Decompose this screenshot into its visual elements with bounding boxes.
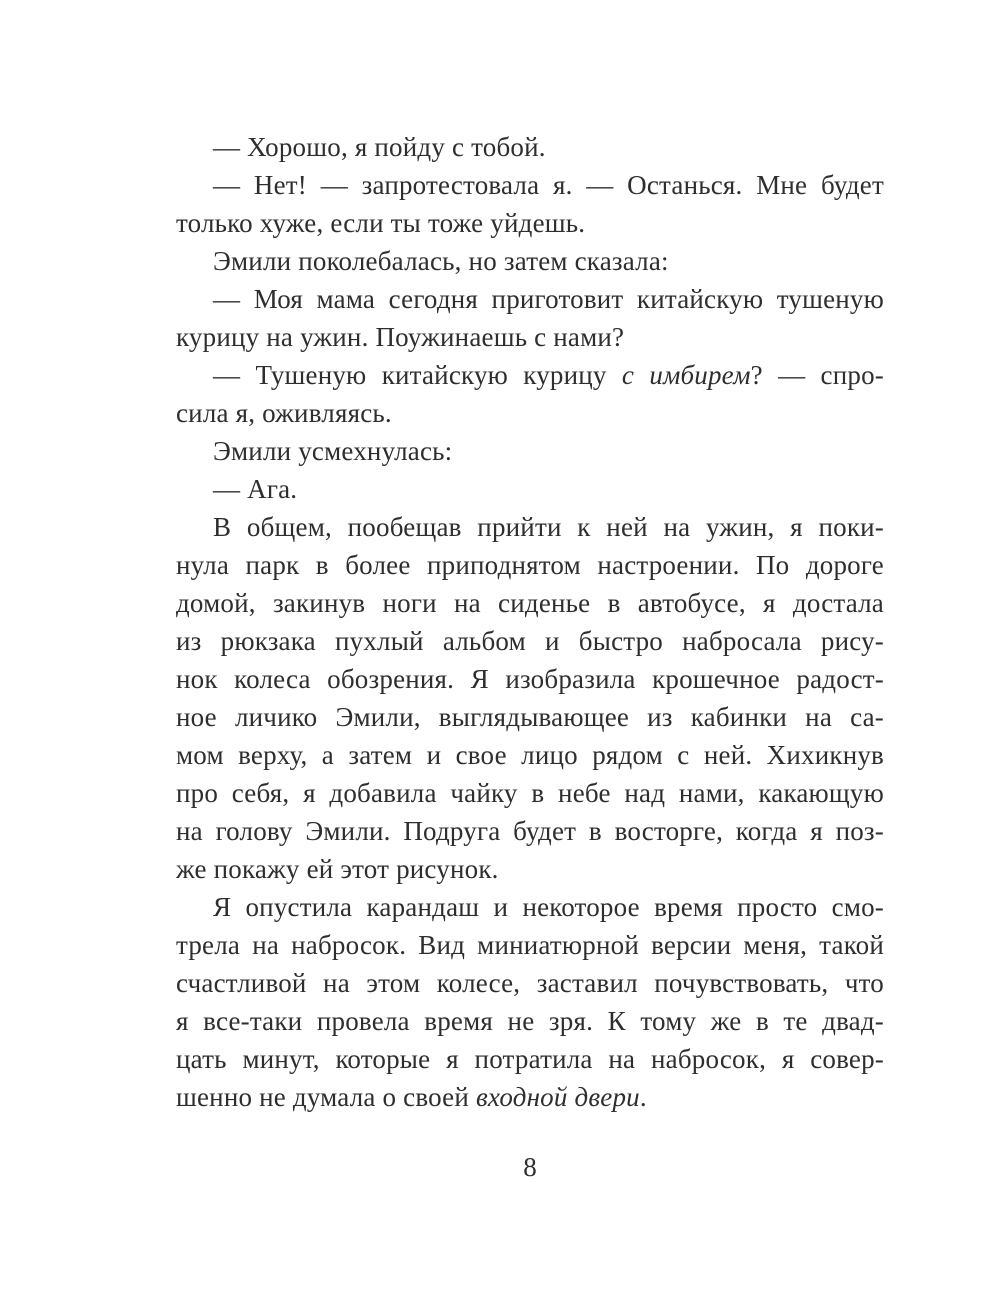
text-segment: — Хорошо, я пойду с тобой. bbox=[213, 132, 546, 162]
text-segment: про себя, я добавила чайку в небе над нами, какающую bbox=[176, 778, 884, 808]
text-line bbox=[176, 432, 884, 470]
text-segment: — Тушеную китайскую курицу bbox=[213, 360, 622, 390]
text-segment: шенно не думала о своей bbox=[176, 1082, 476, 1112]
page-number: 8 bbox=[523, 1152, 537, 1182]
text-line bbox=[176, 698, 884, 736]
text-segment: нок колеса обозрения. Я изобразила крошечное радост- bbox=[176, 664, 884, 694]
text-segment: домой, закинув ноги на сиденье в автобусе, я достала bbox=[176, 588, 884, 618]
text-line bbox=[176, 622, 884, 660]
text-line bbox=[176, 1002, 884, 1040]
text-line bbox=[176, 850, 884, 888]
text-line bbox=[176, 812, 884, 850]
text-segment: — Моя мама сегодня приготовит китайскую тушеную bbox=[213, 284, 884, 314]
text-segment: Я опустила карандаш и некоторое время просто смо- bbox=[213, 892, 884, 922]
text-segment: нула парк в более приподнятом настроении. По дороге bbox=[176, 550, 884, 580]
text-segment: только хуже, если ты тоже уйдешь. bbox=[176, 208, 586, 238]
text-line bbox=[176, 1040, 884, 1078]
text-segment-italic: входной двери bbox=[475, 1082, 640, 1112]
text-line bbox=[176, 888, 884, 926]
text-line bbox=[176, 242, 884, 280]
text-segment: на голову Эмили. Подруга будет в восторге, когда я поз- bbox=[176, 816, 884, 846]
text-line bbox=[176, 584, 884, 622]
text-segment: — Нет! — запротестовала я. — Останься. Мне будет bbox=[213, 170, 884, 200]
text-line bbox=[176, 736, 884, 774]
text-segment: Эмили усмехнулась: bbox=[213, 436, 453, 466]
text-segment: . bbox=[639, 1082, 647, 1112]
text-segment: — Ага. bbox=[213, 474, 298, 504]
text-segment: мом верху, а затем и свое лицо рядом с ней. Хихикнув bbox=[176, 740, 884, 770]
text-line bbox=[176, 204, 884, 242]
text-segment-italic: с имбирем bbox=[621, 360, 751, 390]
text-line bbox=[176, 508, 884, 546]
text-segment: В общем, пообещав прийти к ней на ужин, я поки- bbox=[213, 512, 884, 542]
text-segment: ? — спро- bbox=[750, 360, 884, 390]
text-line bbox=[176, 774, 884, 812]
text-segment: сила я, оживляясь. bbox=[176, 398, 392, 428]
text-segment: из рюкзака пухлый альбом и быстро набросала рису- bbox=[176, 626, 884, 656]
text-segment: же покажу ей этот рисунок. bbox=[176, 854, 499, 884]
text-line bbox=[176, 926, 884, 964]
text-line bbox=[176, 546, 884, 584]
text-block bbox=[176, 128, 884, 1116]
text-line bbox=[176, 1078, 884, 1116]
text-line bbox=[176, 318, 884, 356]
text-line bbox=[176, 964, 884, 1002]
text-segment: Эмили поколебалась, но затем сказала: bbox=[213, 246, 669, 276]
text-line bbox=[176, 128, 884, 166]
text-line bbox=[176, 394, 884, 432]
text-segment: цать минут, которые я потратила на набросок, я совер- bbox=[176, 1044, 884, 1074]
text-line bbox=[176, 470, 884, 508]
text-segment: я все-таки провела время не зря. К тому же в те двад- bbox=[176, 1006, 884, 1036]
text-line bbox=[176, 166, 884, 204]
text-line bbox=[176, 660, 884, 698]
text-line bbox=[176, 356, 884, 394]
text-segment: счастливой на этом колесе, заставил почувствовать, что bbox=[176, 968, 884, 998]
text-segment: трела на набросок. Вид миниатюрной версии меня, такой bbox=[176, 930, 884, 960]
text-segment: курицу на ужин. Поужинаешь с нами? bbox=[176, 322, 625, 352]
text-line bbox=[176, 280, 884, 318]
text-segment: ное личико Эмили, выглядывающее из кабинки на са- bbox=[176, 702, 884, 732]
